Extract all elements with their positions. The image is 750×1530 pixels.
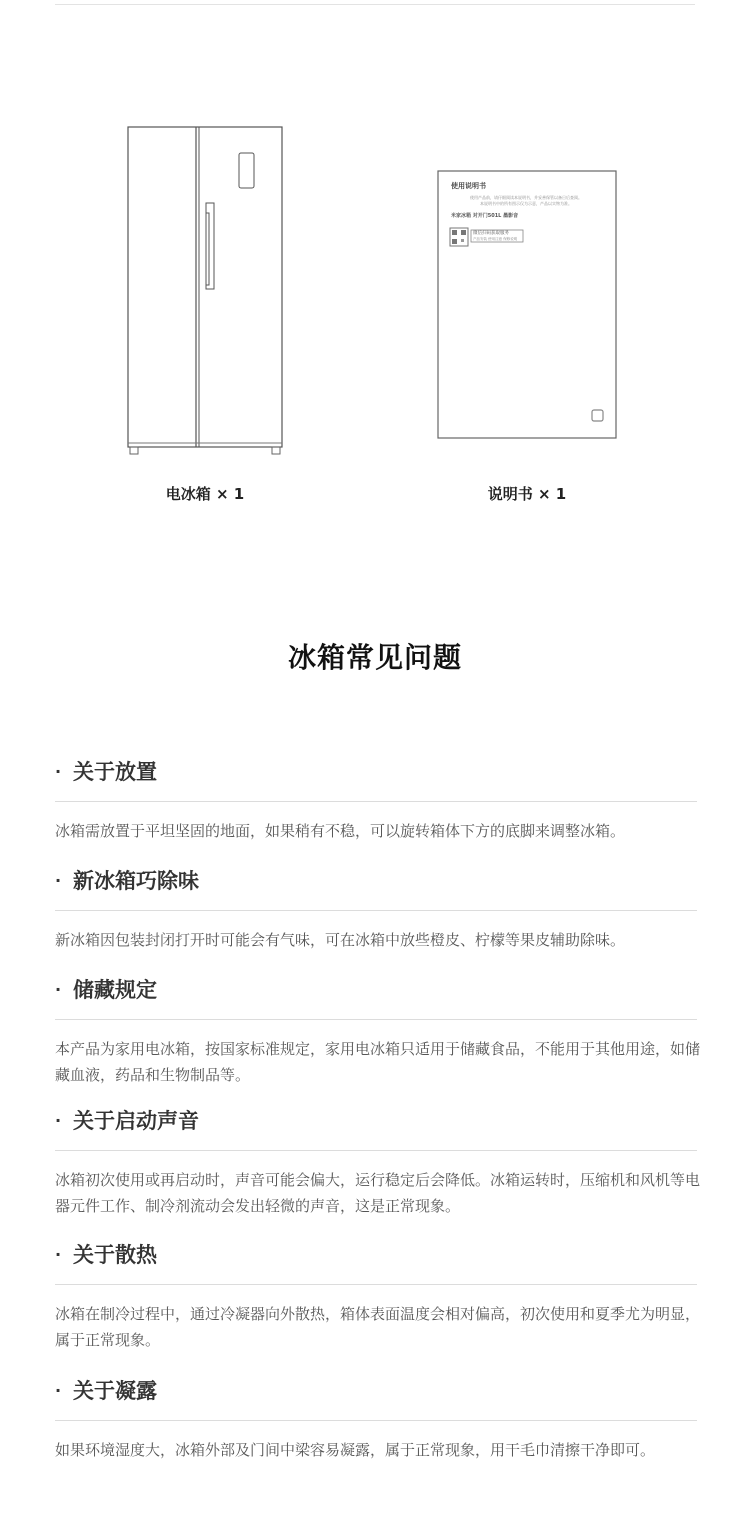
manual-title: 使用说明书	[451, 182, 486, 190]
faq-heading-text: 关于启动声音	[73, 1109, 199, 1133]
refrigerator-icon	[126, 125, 284, 457]
manual-model: 米家冰箱 对开门501L 墨影音	[451, 213, 519, 219]
faq-divider	[55, 1420, 697, 1421]
faq-body: 冰箱需放置于平坦坚固的地面，如果稍有不稳，可以旋转箱体下方的底脚来调整冰箱。	[55, 822, 626, 840]
faq-heading	[55, 1106, 700, 1136]
faq-divider	[55, 1019, 697, 1020]
faq-heading	[55, 1240, 700, 1270]
manual-item	[437, 170, 617, 440]
faq-body: 冰箱初次使用或再启动时，声音可能会偏大，运行稳定后会降低。冰箱运转时，压缩机和风机等电器元件工作、制冷剂流动会发出轻微的声音，这是正常现象。	[55, 1171, 701, 1215]
faq-section-storage	[55, 975, 700, 1088]
faq-heading-text: 关于散热	[73, 1243, 157, 1267]
faq-title: 冰箱常见问题	[287, 641, 462, 674]
faq-section-placement	[55, 757, 700, 844]
faq-divider	[55, 801, 697, 802]
faq-divider	[55, 1150, 697, 1151]
bullet: ·	[55, 1381, 62, 1400]
faq-heading-text: 新冰箱巧除味	[73, 869, 199, 893]
faq-body: 本产品为家用电冰箱，按国家标准规定，家用电冰箱只适用于储藏食品，不能用于其他用途，如储藏血液，药品和生物制品等。	[55, 1040, 701, 1084]
faq-divider	[55, 910, 697, 911]
top-divider	[55, 4, 695, 5]
faq-heading-text: 关于凝露	[73, 1379, 157, 1403]
refrigerator-label: 电冰箱 × 1	[165, 485, 245, 503]
bullet: ·	[55, 1111, 62, 1130]
faq-body: 新冰箱因包装封闭打开时可能会有气味，可在冰箱中放些橙皮、柠檬等果皮辅助除味。	[55, 931, 626, 949]
faq-heading	[55, 1376, 700, 1406]
manual-qr-button: 微信扫码获取服务	[473, 231, 509, 236]
faq-heading	[55, 757, 700, 787]
faq-heading-text: 关于放置	[73, 760, 157, 784]
manual-icon	[437, 170, 617, 440]
faq-body: 冰箱在制冷过程中，通过冷凝器向外散热，箱体表面温度会相对偏高，初次使用和夏季尤为明显，属于正常现象。	[55, 1305, 701, 1349]
bullet: ·	[55, 762, 62, 781]
manual-label: 说明书 × 1	[487, 485, 567, 503]
bullet: ·	[55, 871, 62, 890]
refrigerator-item	[126, 125, 284, 457]
faq-heading-text: 储藏规定	[73, 978, 157, 1002]
faq-heading	[55, 866, 700, 896]
faq-section-deodorize	[55, 866, 700, 953]
faq-divider	[55, 1284, 697, 1285]
bullet: ·	[55, 980, 62, 999]
faq-body: 如果环境湿度大，冰箱外部及门间中梁容易凝露，属于正常现象，用干毛巾清擦干净即可。	[55, 1441, 656, 1459]
manual-line-1: 使用产品前，请仔细阅读本说明书，并妥善保管以备日后查阅。	[470, 195, 582, 200]
faq-section-startup-sound	[55, 1106, 700, 1219]
manual-qr-sub: 产品安装 使用注意 保修说明	[473, 237, 518, 241]
manual-line-2: 本说明书中的所有图示仅为示意，产品以实物为准。	[480, 201, 572, 206]
bullet: ·	[55, 1245, 62, 1264]
faq-section-condensation	[55, 1376, 700, 1463]
faq-heading	[55, 975, 700, 1005]
faq-section-heat	[55, 1240, 700, 1353]
